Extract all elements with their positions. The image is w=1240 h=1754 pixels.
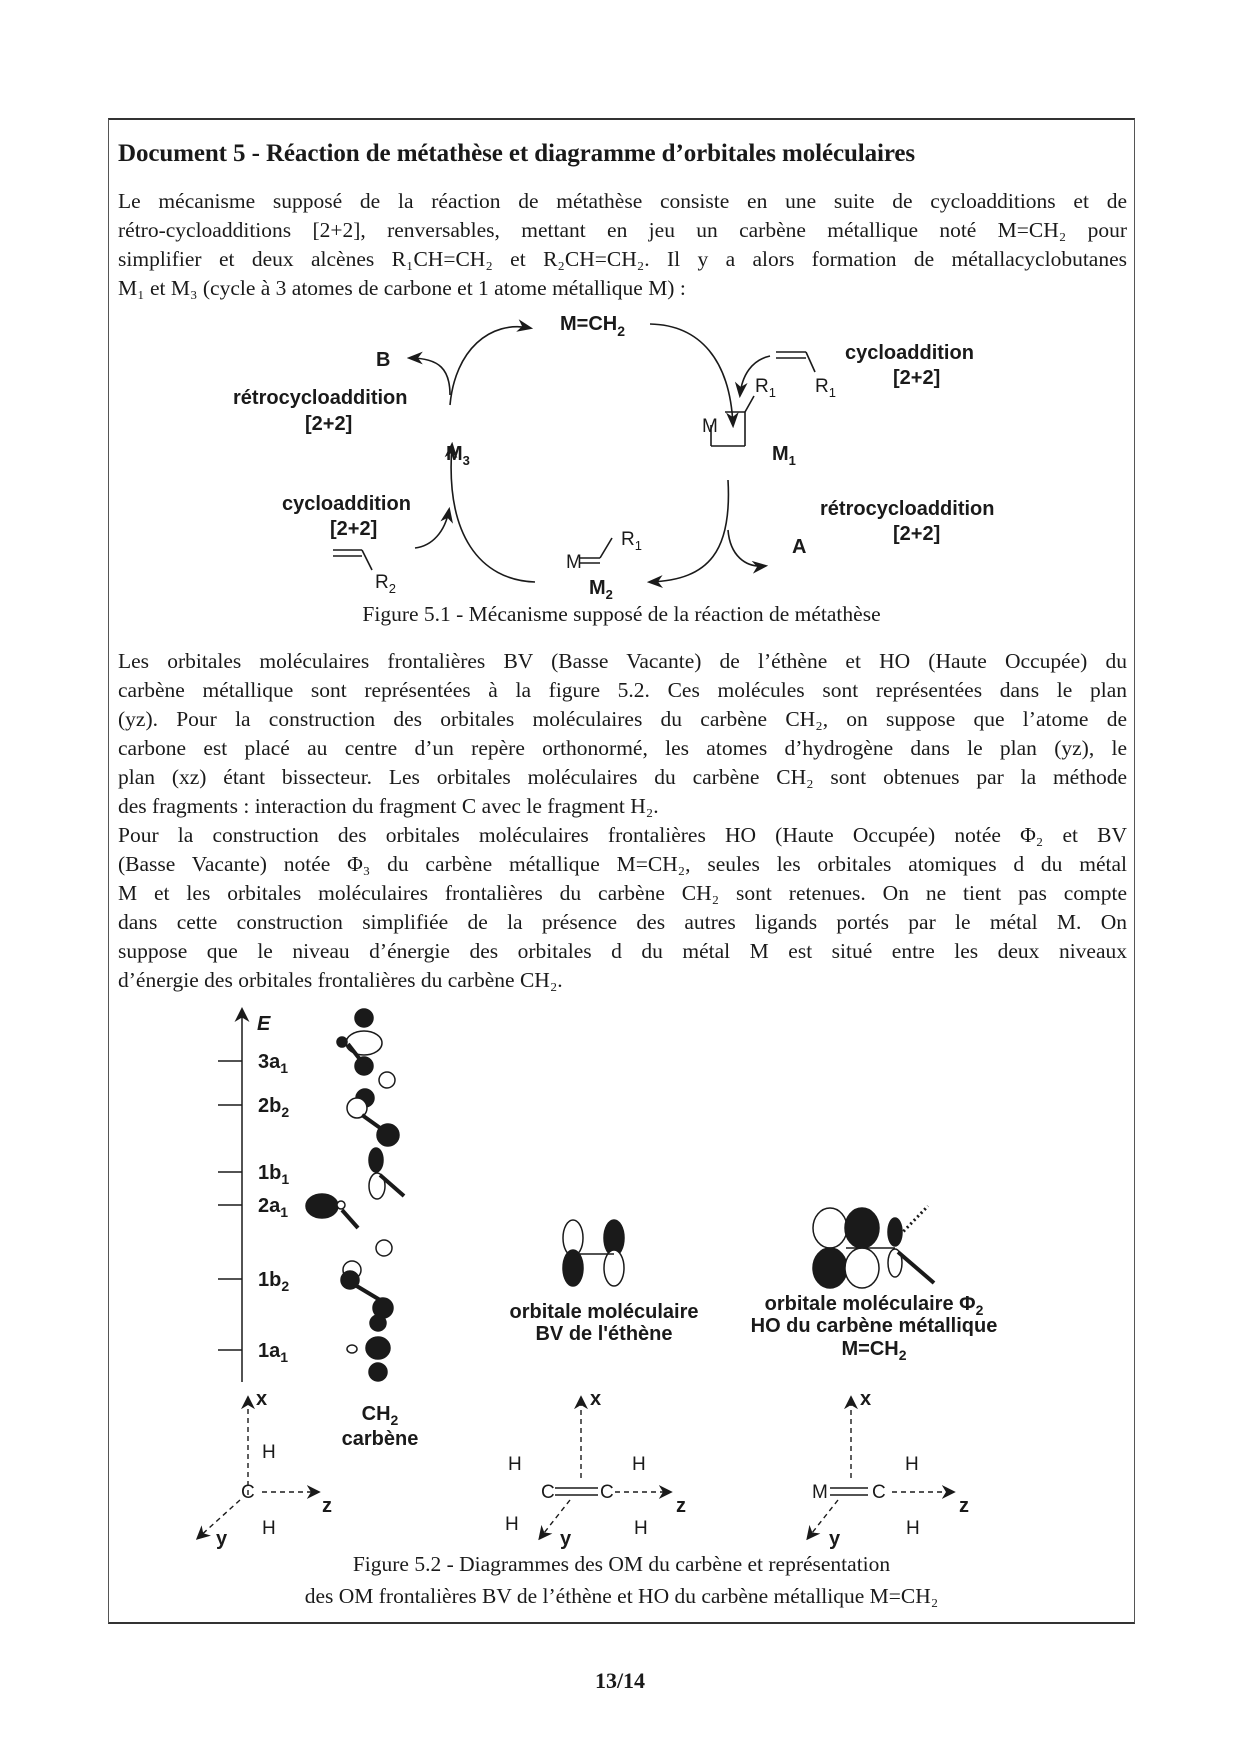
level-label: $1b_2$: [258, 1269, 290, 1294]
metal-carbene-ho-orbital: [813, 1206, 934, 1288]
atom-h: H: [634, 1518, 648, 1539]
axis-y-label: y: [560, 1528, 572, 1550]
r2-label: $R_2$: [375, 572, 396, 596]
metal-orbital-label: orbitale moléculaire $\Phi_2$: [764, 1293, 984, 1318]
cyclo-right-bracket: [2+2]: [893, 367, 941, 389]
atom-h: H: [262, 1442, 276, 1463]
arrow-to-m2: [650, 480, 728, 582]
text-line: M₁ et M₃ (cycle à 3 atomes de carbone et 1 atome métallique M) :: [118, 276, 686, 300]
atom-h: H: [905, 1454, 919, 1475]
product-a-label: A: [792, 536, 807, 558]
energy-axis: [218, 1010, 242, 1382]
mo-diagram-figure: [0, 1000, 1240, 1560]
level-label: $2b_2$: [258, 1095, 290, 1120]
ethene-orbital-label: orbitale moléculaire: [509, 1301, 699, 1323]
text-line: carbone est placé au centre d’un repère orthonormé, les atomes d’hydrogène dans le plan (yz), le: [118, 736, 1127, 760]
document-title: Document 5 - Réaction de métathèse et diagramme d’orbitales moléculaires: [118, 140, 916, 167]
retro-left-bracket: [2+2]: [305, 413, 353, 435]
axis-z-label: z: [322, 1495, 332, 1517]
m1-label: $M_1$: [772, 443, 796, 468]
intro-paragraph: [118, 187, 1127, 303]
cyclo-left-bracket: [2+2]: [330, 518, 378, 540]
carbene-word-label: carbène: [341, 1428, 419, 1450]
text-line: Pour la construction des orbitales moléculaires frontalières HO (Haute Occupée) notée Φ₂ et BV: [118, 823, 1127, 847]
arrow-to-b: [410, 358, 450, 395]
retro-left-label: rétrocycloaddition: [233, 387, 408, 409]
text-line: Le mécanisme supposé de la réaction de métathèse consiste en une suite de cycloadditions et de: [118, 189, 1127, 213]
arrow-to-a: [728, 530, 765, 566]
figure1-caption: Figure 5.1 - Mécanisme supposé de la réaction de métathèse: [362, 602, 881, 626]
construction-paragraph: [118, 821, 1127, 995]
r1-label: $R_1$: [815, 376, 836, 400]
atom-h: H: [505, 1514, 519, 1535]
axis-y-label: y: [829, 1528, 841, 1550]
page-number: 13/14: [594, 1668, 646, 1693]
text-line: rétro-cycloadditions [2+2], renversables, mettant en jeu un carbène métallique noté M=CH₂ pour: [118, 218, 1127, 242]
level-label: $1a_1$: [258, 1340, 289, 1365]
text-line: dans cette construction simplifiée de la présence des autres ligands portés par le métal M. On: [118, 910, 1127, 934]
text-line: d’énergie des orbitales frontalières du carbène CH₂.: [118, 968, 563, 992]
arrow-alkene-r2: [415, 510, 449, 548]
orbitals-paragraph: [118, 647, 1127, 821]
text-line: des fragments : interaction du fragment C avec le fragment H₂.: [118, 794, 659, 818]
r1-label-m1: $R_1$: [755, 376, 776, 400]
carbene-orbital-sketches: [306, 1009, 404, 1381]
atom-h: H: [906, 1518, 920, 1539]
axes-frames: [198, 1398, 953, 1538]
atom-m: M: [812, 1482, 828, 1503]
retro-right-bracket: [2+2]: [893, 523, 941, 545]
axis-x-label: x: [256, 1388, 268, 1410]
arrow-to-m1: [650, 324, 733, 425]
axis-x-label: x: [860, 1388, 872, 1410]
energy-axis-label: E: [257, 1013, 271, 1035]
figure2-caption-line1: Figure 5.2 - Diagrammes des OM du carbène et représentation: [352, 1552, 891, 1576]
atom-c: C: [541, 1482, 555, 1503]
text-line: M et les orbitales moléculaires frontalières du carbène CH₂ sont retenues. On ne tient pas compte: [118, 881, 1127, 905]
text-line: (yz). Pour la construction des orbitales moléculaires du carbène CH₂, on suppose que l’atome de: [118, 707, 1127, 731]
axis-z-label: z: [676, 1495, 686, 1517]
carbene-formula-label: $CH_2$: [361, 1403, 399, 1428]
ethene-orbital-label: BV de l'éthène: [535, 1323, 673, 1345]
axis-x-label: x: [590, 1388, 602, 1410]
atom-c: C: [872, 1482, 886, 1503]
level-label: $3a_1$: [258, 1051, 289, 1076]
atom-h: H: [262, 1518, 276, 1539]
m3-label: $M_3$: [446, 443, 470, 468]
metal-orbital-label: HO du carbène métallique: [750, 1315, 998, 1337]
level-label: $1b_1$: [258, 1162, 290, 1187]
axis-z-label: z: [959, 1495, 969, 1517]
text-line: Les orbitales moléculaires frontalières BV (Basse Vacante) de l’éthène et HO (Haute Occupée) du: [118, 649, 1127, 673]
arrow-to-carbene: [450, 327, 530, 405]
cyclo-right-label: cycloaddition: [845, 342, 974, 364]
atom-c: C: [241, 1482, 255, 1503]
axis-y-label: y: [216, 1528, 228, 1550]
atom-h: H: [632, 1454, 646, 1475]
retro-right-label: rétrocycloaddition: [820, 498, 995, 520]
r1-label-m2: $R_1$: [621, 529, 642, 553]
metathesis-mechanism-figure: [0, 300, 1240, 610]
figure2-caption-line2: des OM frontalières BV de l’éthène et HO du carbène métallique M=CH₂: [304, 1584, 939, 1608]
m2-label: $M_2$: [589, 577, 613, 602]
ethene-bv-orbital: [563, 1220, 624, 1286]
metal-label-m1: M: [702, 416, 718, 437]
atom-h: H: [508, 1454, 522, 1475]
metal-label-m2: M: [566, 552, 582, 573]
level-label: $2a_1$: [258, 1195, 289, 1220]
atom-c: C: [600, 1482, 614, 1503]
metal-orbital-label: $M=CH_2$: [841, 1338, 907, 1363]
cyclo-left-label: cycloaddition: [282, 493, 411, 515]
text-line: suppose que le niveau d’énergie des orbitales d du métal M est situé entre les deux niveaux: [118, 939, 1127, 963]
text-line: plan (xz) étant bissecteur. Les orbitales moléculaires du carbène CH₂ sont obtenues par la méthode: [118, 765, 1127, 789]
product-b-label: B: [376, 349, 391, 371]
text-line: simplifier et deux alcènes R₁CH=CH₂ et R₂CH=CH₂. Il y a alors formation de métallacyclobutanes: [118, 247, 1127, 271]
carbene-label: $M=CH_2$: [560, 313, 626, 339]
text-line: (Basse Vacante) notée Φ₃ du carbène métallique M=CH₂, seules les orbitales atomiques d du métal: [118, 852, 1127, 876]
text-line: carbène métallique sont représentées à la figure 5.2. Ces molécules sont représentées dans le plan: [118, 678, 1127, 702]
